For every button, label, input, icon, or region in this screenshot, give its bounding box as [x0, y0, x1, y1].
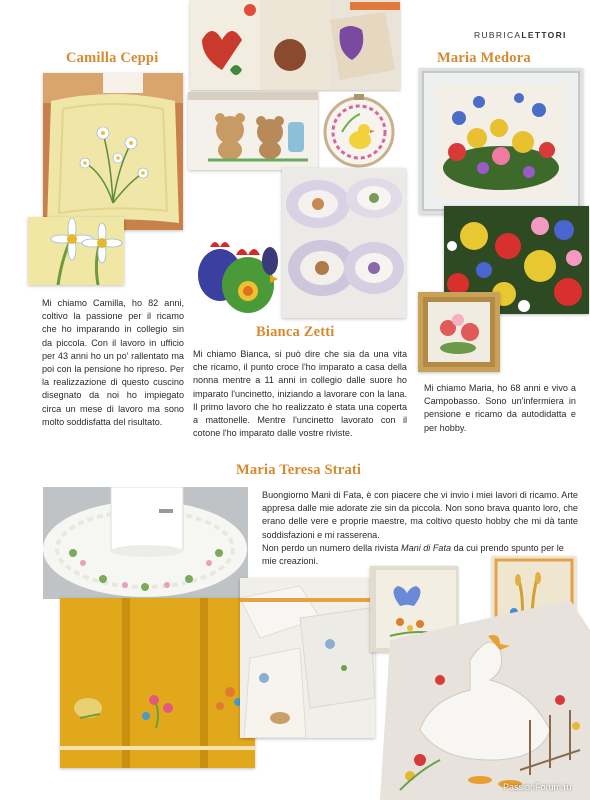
photo-bianca-teddy-bears	[188, 92, 318, 170]
photo-teresa-goose-embroidery	[380, 600, 590, 800]
watermark: PassionForum.ru	[503, 782, 572, 792]
photo-crochet-holders	[190, 0, 400, 90]
rubric-light: RUBRICA	[474, 30, 522, 40]
maria-teresa-paragraph-1: Buongiorno Mani di Fata, è con piacere che vi invio i miei lavori di ricamo. Arte appresa dalle mie adorate zie sin da piccola. Non sono brava quanto loro, che erano delle vere e proprie maestre, ma coltivo questo hobby che mi dà tante soddisfazioni e mi rasserena.	[262, 490, 578, 540]
photo-medora-small-frame	[418, 292, 500, 372]
photo-bianca-pot-holders	[282, 168, 406, 318]
section-rubric	[474, 30, 567, 40]
camilla-text: Mi chiamo Camilla, ho 82 anni, coltivo la passione per il ricamo che ho imparando in collegio sin da piccola. Con il lavoro in ufficio per 43 anni ho un po' rallentato ma poi con la pensione ho ripreso. Per la realizzazione di questo cuscino disegnato da noi ho impiegato circa un mese di lavoro ma sono molto soddisfatta del risultato.	[42, 298, 184, 427]
maria-medora-text: Mi chiamo Maria, ho 68 anni e vivo a Campobasso. Sono un'infermiera in pensione e ricamo da autodidatta e per hobby.	[424, 383, 576, 433]
maria-teresa-paragraph-2	[262, 542, 578, 568]
photo-teresa-tablecloths	[240, 578, 375, 738]
photo-camilla-daisy-detail	[28, 217, 124, 285]
rubric-bold: LETTORI	[521, 30, 567, 40]
bianca-name: Bianca Zetti	[256, 324, 335, 340]
camilla-name: Camilla Ceppi	[66, 50, 159, 66]
photo-bianca-crochet-hens	[190, 225, 282, 320]
maria-teresa-name: Maria Teresa Strati	[236, 462, 362, 478]
photo-bianca-chick-hoop	[320, 92, 398, 170]
magazine-title: Mani di Fata	[401, 542, 452, 553]
photo-medora-framed-flowers	[419, 68, 583, 214]
maria-teresa-text	[262, 489, 578, 568]
photo-camilla-pillow	[43, 73, 183, 230]
bianca-text: Mi chiamo Bianca, si può dire che sia da una vita che ricamo, il punto croce l'ho imparato a casa della nonna mentre a 11 anni in collegio dalle suore ho imparato l'uncinetto, iniziando a lavorare con la lana. Il primo lavoro che ho realizzato è stata una coperta a mattonelle. Mentre l'uncinetto lavorato con il cotone l'ho imparato dalle vostre riviste.	[193, 349, 407, 439]
maria-medora-name: Maria Medora	[437, 50, 531, 66]
photo-teresa-doily	[43, 487, 248, 599]
p2-end: da cui prendo spunto per le mie creazioni.	[262, 542, 564, 567]
p2-start: Non perdo un numero della rivista	[262, 542, 402, 553]
photo-teresa-yellow-towels	[60, 598, 255, 768]
